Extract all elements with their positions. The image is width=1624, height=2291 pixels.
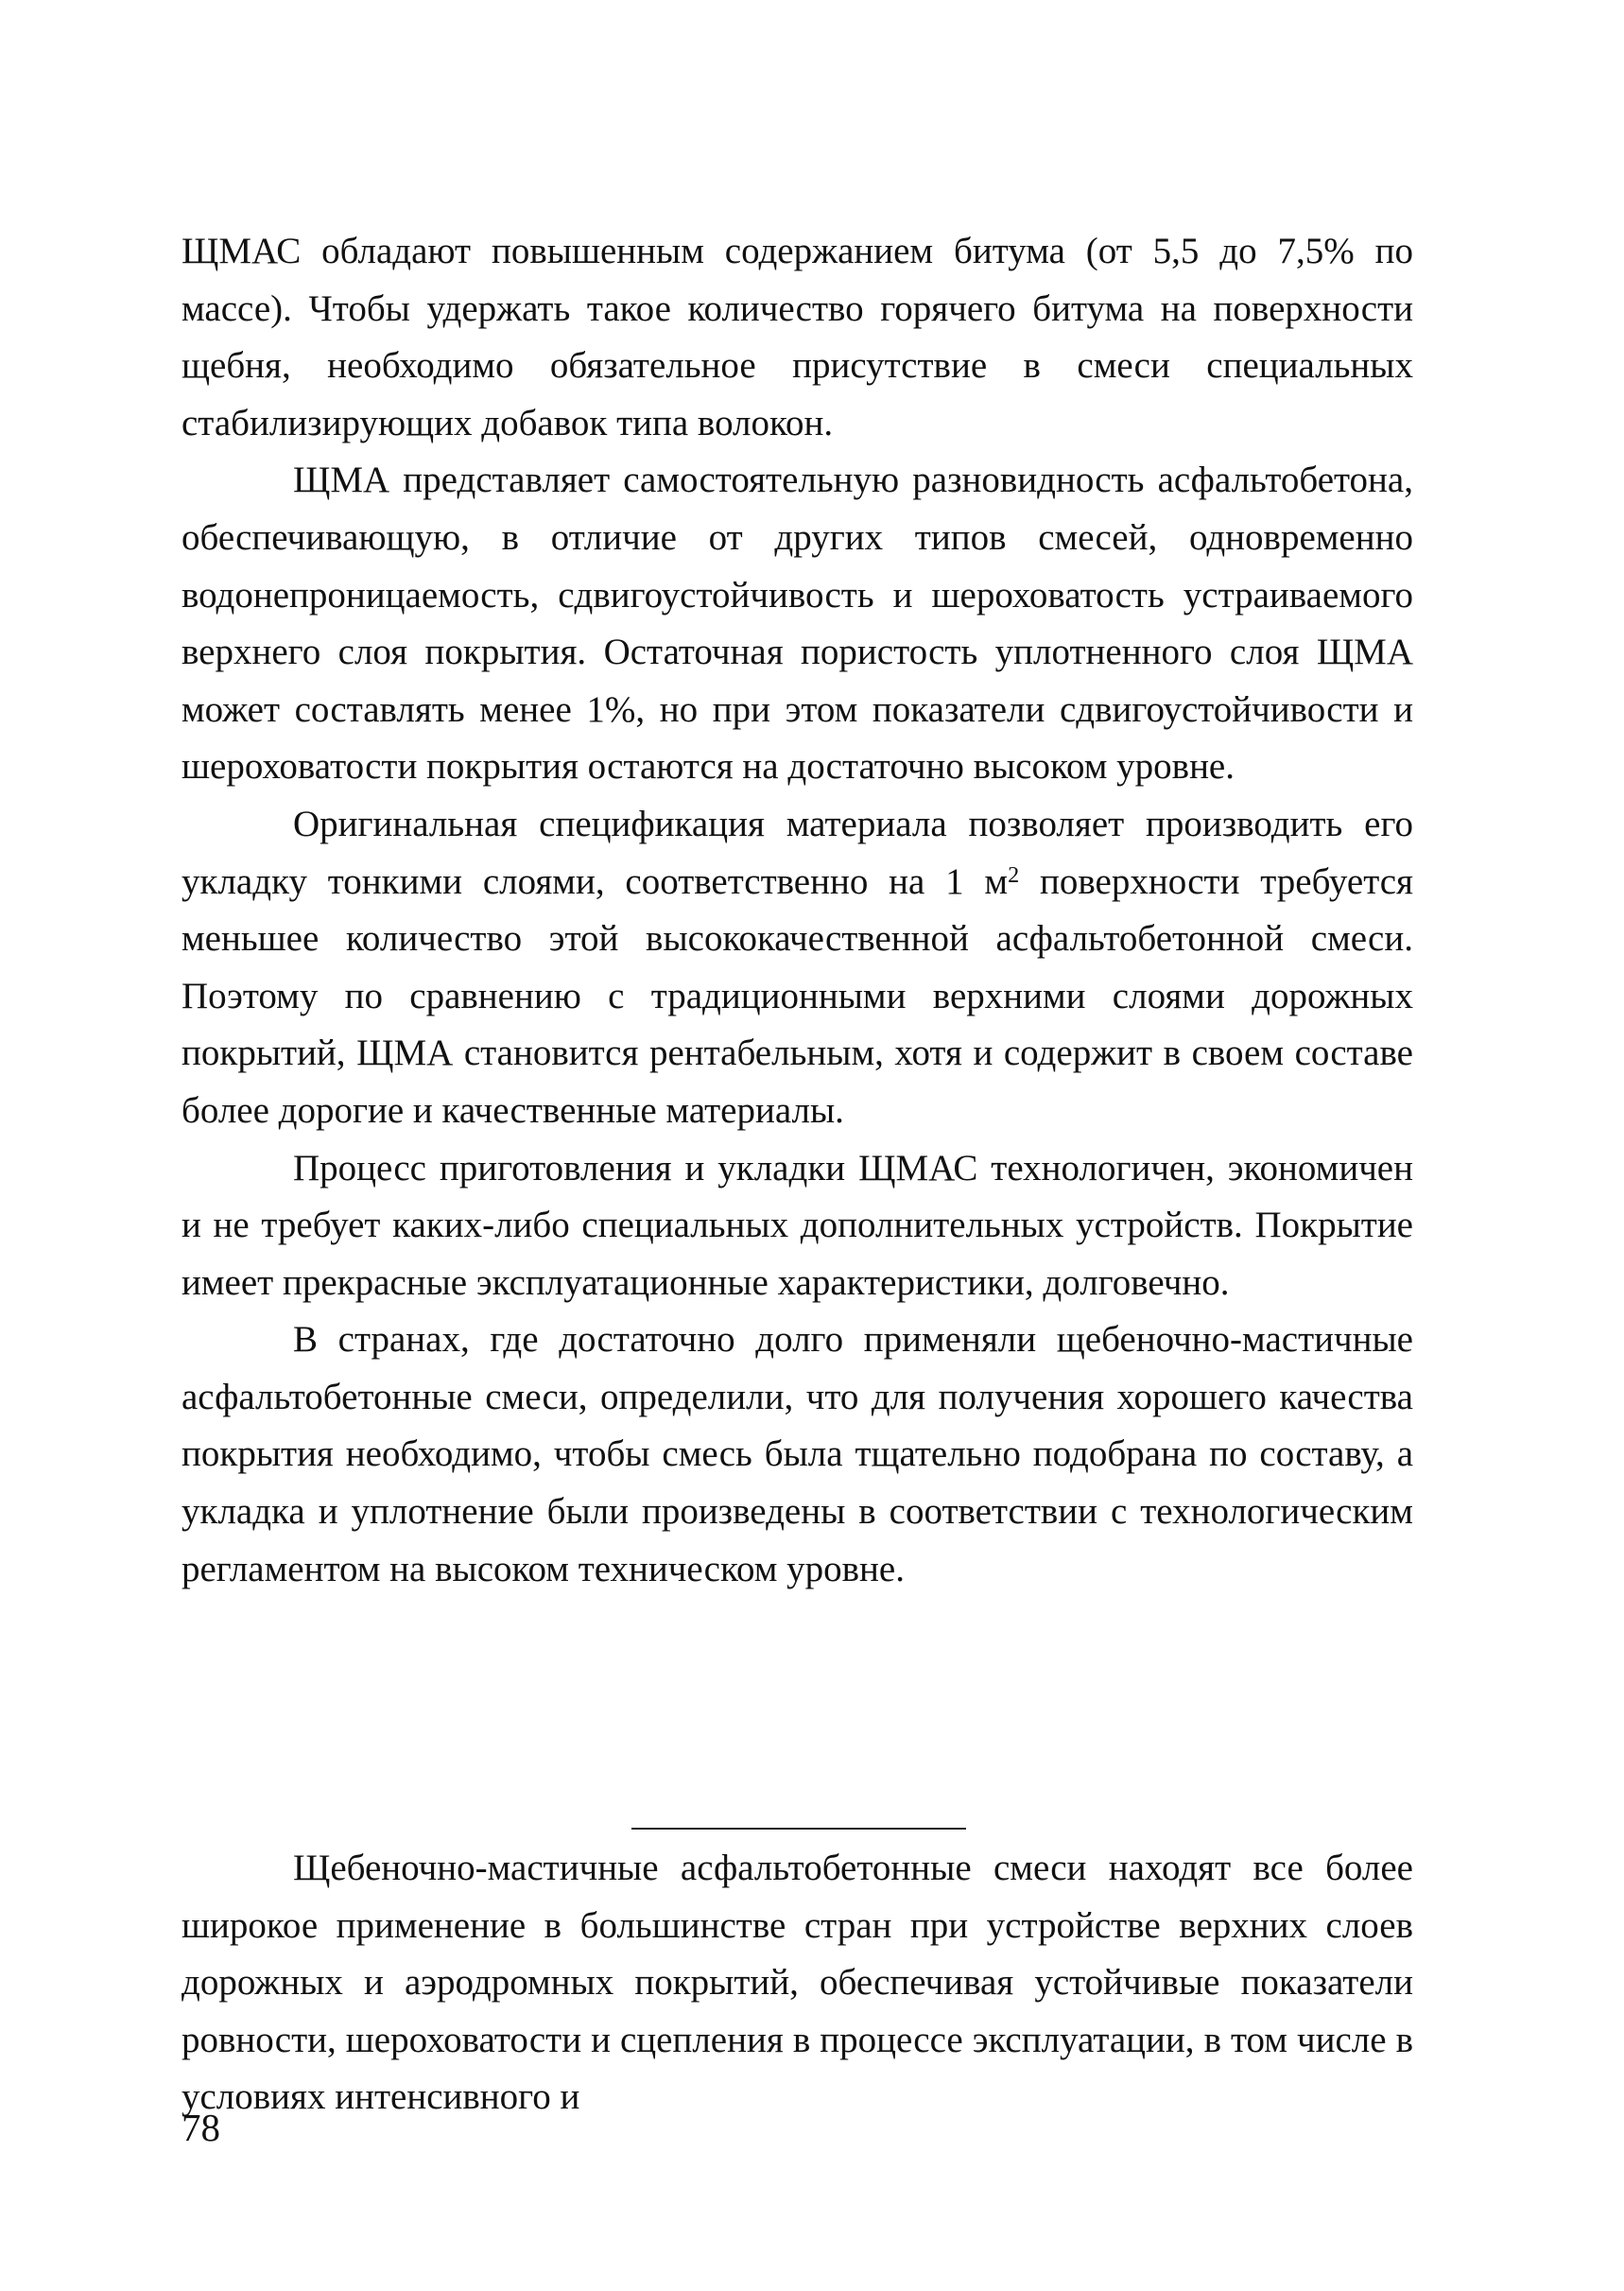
paragraph-3 bbox=[181, 796, 1413, 1140]
paragraph-5: В странах, где достаточно долго применяли щебеночно-мастичные асфальтобетонные смеси, определили, что для получения хорошего качества покрытия необходимо, чтобы смесь была тщательно подобрана по составу, а укладка и уплотнение были произведены в соответствии с технологическим регламентом на высоком техническом уровне. bbox=[181, 1319, 1413, 1589]
footnote-paragraph: Щебеночно-мастичные асфальтобетонные смеси находят все более широкое применение в большинстве стран при устройстве верхних слоев дорожных и аэродромных покрытий, обеспечивая устойчивые показатели ровности, шероховатости и сцепления в процессе эксплуатации, в том числе в условиях интенсивного и bbox=[181, 1848, 1413, 2118]
footnote-divider bbox=[631, 1828, 966, 1830]
paragraph-1: ЩМАС обладают повышенным содержанием битума (от 5,5 до 7,5% по массе). Чтобы удержать такое количество горячего битума на поверхности щебня, необходимо обязательное присутствие в смеси специальных стабилизирующих добавок типа волокон. bbox=[181, 231, 1413, 443]
paragraph-2: ЩМА представляет самостоятельную разновидность асфальтобетона, обеспечивающую, в отличие от других типов смесей, одновременно водонепроницаемость, сдвигоустойчивость и шероховатость устраиваемого верхнего слоя покрытия. Остаточная пористость уплотненного слоя ЩМА может составлять менее 1%, но при этом показатели сдвигоустойчивости и шероховатости покрытия остаются на достаточно высоком уровне. bbox=[181, 460, 1413, 788]
footnote-block bbox=[181, 1840, 1413, 2126]
paragraph-3-part-1: Оригинальная спецификация материала позволяет производить его укладку тонкими слоями, соответственно на 1 м bbox=[181, 803, 1413, 902]
superscript-2: 2 bbox=[1008, 861, 1020, 888]
paragraph-4: Процесс приготовления и укладки ЩМАС технологичен, экономичен и не требует каких-либо специальных дополнительных устройств. Покрытие имеет прекрасные эксплуатационные характеристики, долговечно. bbox=[181, 1147, 1413, 1303]
paragraph-3-part-2: поверхности требуется меньшее количество этой высококачественной асфальтобетонной смеси. Поэтому по сравнению с традиционными верхними слоями дорожных покрытий, ЩМА становится рентабельным, хотя и содержит в своем составе более дорогие и качественные материалы. bbox=[181, 860, 1413, 1131]
page-number: 78 bbox=[181, 2106, 220, 2149]
main-text-block bbox=[181, 223, 1413, 1598]
